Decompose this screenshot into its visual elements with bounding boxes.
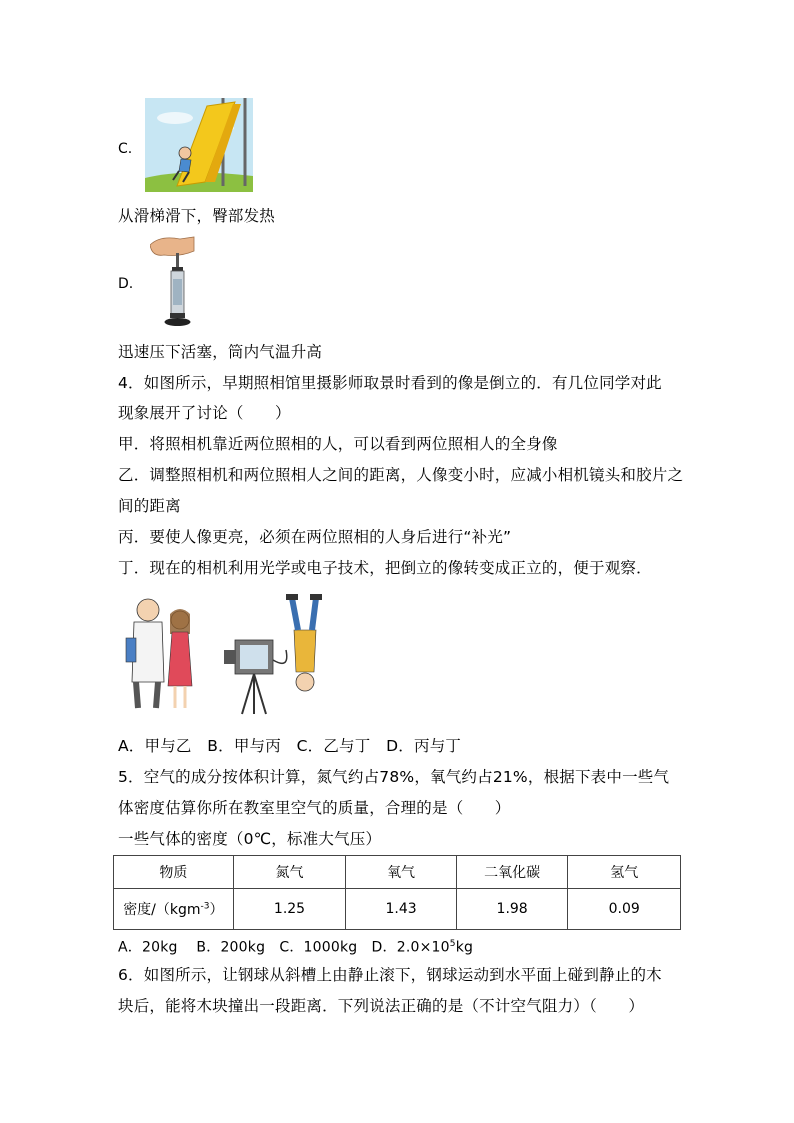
q5-stem-line1: 5．空气的成分按体积计算，氮气约占78%，氧气约占21%，根据下表中一些气 [118,768,670,786]
table-header-cell: 二氧化碳 [456,856,568,889]
q4-statement-bing: 丙．要使人像更亮，必须在两位照相的人身后进行“补光” [118,528,512,546]
density-row-label: 密度/（kgm$^{-3}$） [114,889,234,930]
q4-choices: A．甲与乙 B．甲与丙 C．乙与丁 D．丙与丁 [118,737,462,755]
q4-statement-ding: 丁．现在的相机利用光学或电子技术，把倒立的像转变成正立的，便于观察． [118,559,652,577]
option-d-caption: 迅速压下活塞，筒内气温升高 [118,343,323,361]
q4-statement-jia: 甲．将照相机靠近两位照相的人，可以看到两位照相人的全身像 [118,435,558,453]
table-cell: 1.43 [346,889,457,930]
table-cell: 1.98 [456,889,568,930]
table-cell: 1.25 [233,889,346,930]
slide-illustration [145,98,253,192]
option-c-label: C. [118,141,133,157]
air-pump-illustration [150,235,200,330]
q4-statement-yi-line2: 间的距离 [118,497,181,515]
q4-stem-line1: 4．如图所示，早期照相馆里摄影师取景时看到的像是倒立的．有几位同学对此 [118,374,662,392]
table-row [114,889,681,930]
q4-statement-yi-line1: 乙．调整照相机和两位照相人之间的距离，人像变小时，应减小相机镜头和胶片之 [118,466,684,484]
table-header-cell: 氮气 [233,856,346,889]
option-c-caption: 从滑梯滑下，臀部发热 [118,207,276,225]
gas-density-table [113,855,681,930]
q6-stem-line1: 6．如图所示，让钢球从斜槽上由静止滚下，钢球运动到水平面上碰到静止的木 [118,966,662,984]
q5-choices: A．20kg B．200kg C．1000kg D．$2.0\times 10^5kg$ [118,939,474,956]
table-header-cell: 氧气 [346,856,457,889]
camera-scene-illustration [120,590,335,718]
table-cell: 0.09 [568,889,681,930]
q5-table-caption: 一些气体的密度（0℃，标准大气压） [118,830,382,848]
q6-stem-line2: 块后，能将木块撞出一段距离．下列说法正确的是（不计空气阻力）（ ） [118,997,645,1015]
q4-stem-line2: 现象展开了讨论（ ） [118,404,291,422]
table-header-cell: 氢气 [568,856,681,889]
table-header-row [114,856,681,889]
table-header-cell: 物质 [114,856,234,889]
option-d-label: D. [118,276,134,292]
q5-stem-line2: 体密度估算你所在教室里空气的质量，合理的是（ ） [118,799,511,817]
